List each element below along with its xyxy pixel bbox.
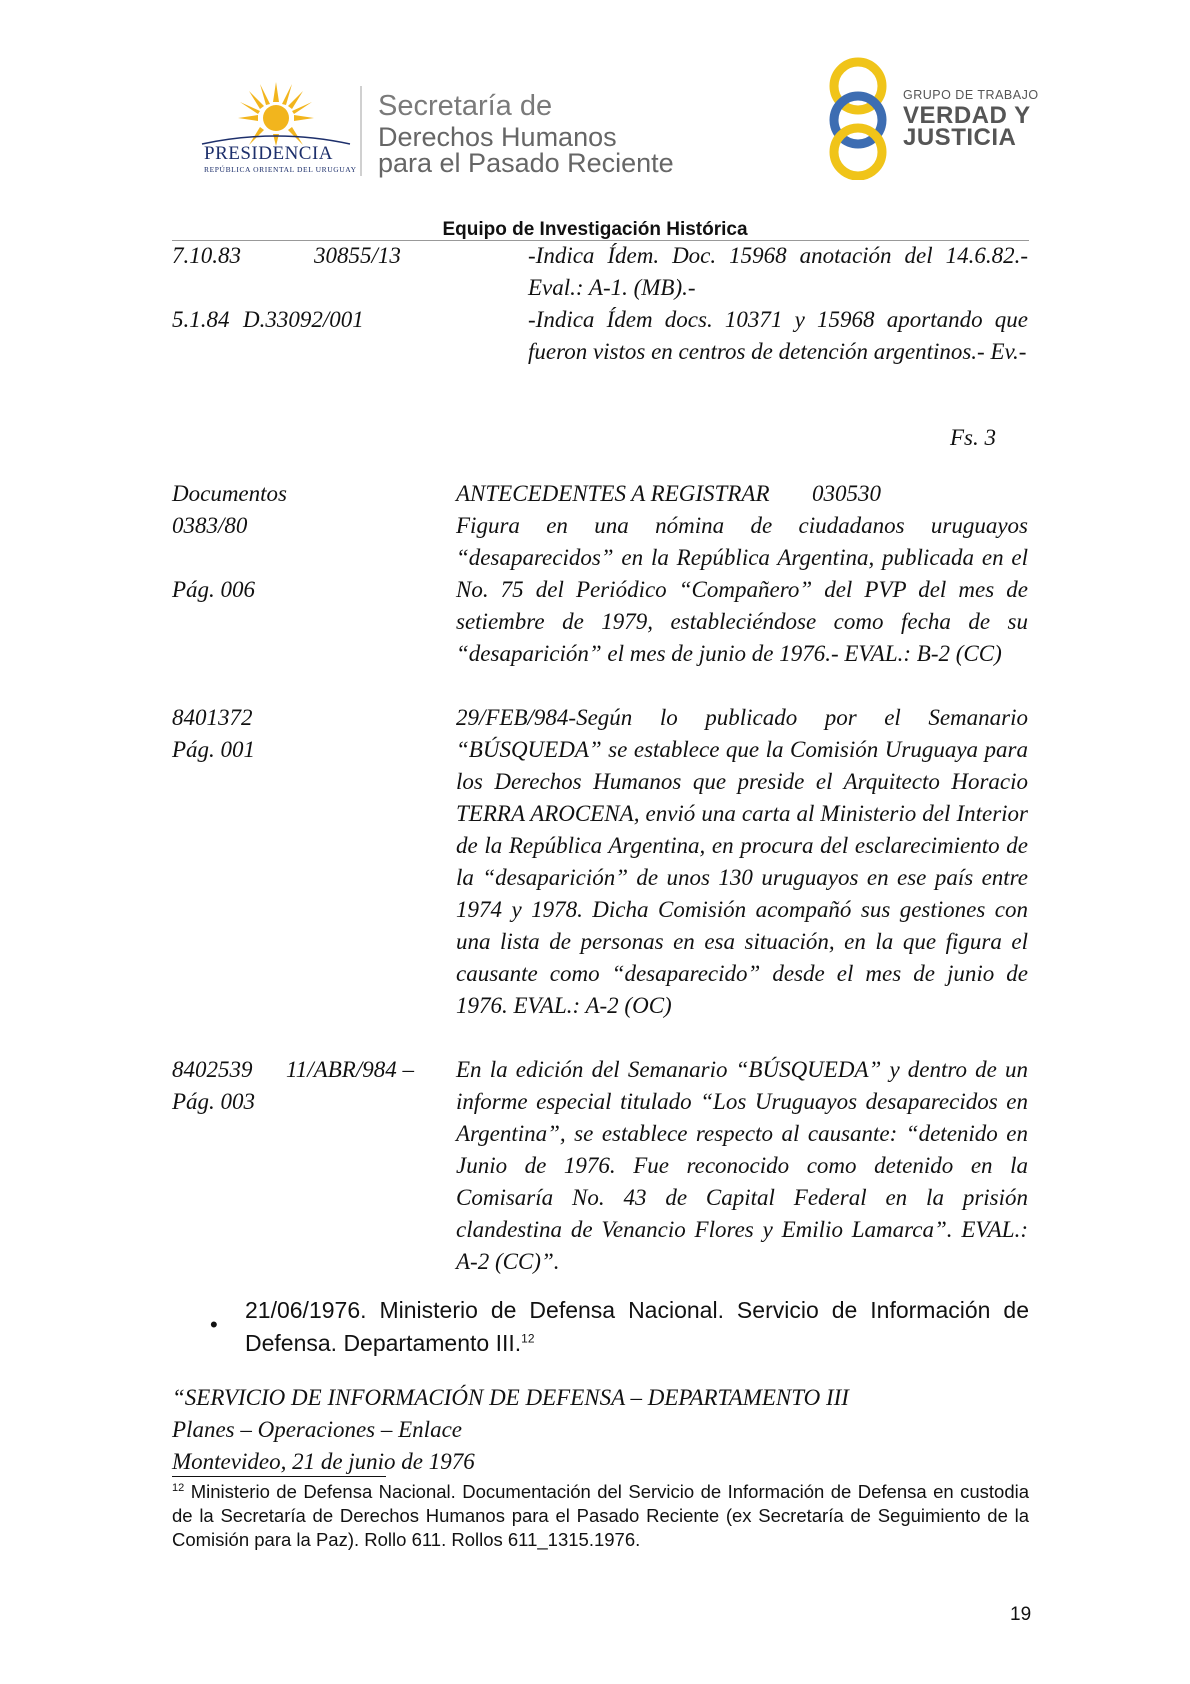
- doc-3-id: 8402539: [172, 1057, 253, 1082]
- grupo-trabajo-text: GRUPO DE TRABAJO: [903, 88, 1039, 102]
- quote-line-3: Montevideo, 21 de junio de 1976: [172, 1449, 475, 1474]
- footnote-text: Ministerio de Defensa Nacional. Documentación del Servicio de Información de Defensa en custodia de la Secretaría de Derechos Humanos para el Pasado Reciente (ex Secretaría de Seguimiento de la Comisión para la Paz). Rollo 611. Rollos 611_1315.1976.: [172, 1481, 1030, 1550]
- folio-number: Fs. 3: [950, 425, 996, 450]
- secretaria-title-line1: Secretaría de: [378, 90, 553, 122]
- doc-1-id: 0383/80: [172, 513, 248, 538]
- footnote-number: 12: [172, 1481, 185, 1494]
- page-number: 19: [1010, 1604, 1032, 1625]
- footnote-ref[interactable]: 12: [521, 1331, 535, 1346]
- quote-line-2: Planes – Operaciones – Enlace: [172, 1417, 462, 1442]
- doc-3-text: En la edición del Semanario “BÚSQUEDA” y dentro de un informe especial titulado “Los Uruguayos desaparecidos en Argentina”, se establece respecto al causante: “detenido en Junio de 1976. Fue reconocido como detenido en la Comisaría No. 43 de Capital Federal en la prisión clandestina de Venancio Flores y Emilio Lamarca”. EVAL.: A-2 (CC)”.: [456, 1057, 1028, 1274]
- doc-3-date: 11/ABR/984 –: [286, 1057, 414, 1082]
- record-2-text: -Indica Ídem docs. 10371 y 15968 aportando que fueron vistos en centros de detención argentinos.- Ev.-: [528, 307, 1028, 364]
- presidencia-logo-text: PRESIDENCIA: [204, 143, 334, 164]
- record-2-ref: D.33092/001: [243, 307, 364, 332]
- secretaria-title-line3: para el Pasado Reciente: [378, 148, 674, 178]
- footnote: [172, 1480, 1029, 1552]
- footnote-rule: [172, 1476, 386, 1477]
- doc-2-id: 8401372: [172, 705, 253, 730]
- documentos-header: Documentos: [172, 481, 287, 506]
- doc-2-page: Pág. 001: [172, 737, 256, 762]
- logo-divider: [360, 86, 362, 176]
- secretaria-title-line2: Derechos Humanos: [378, 122, 617, 152]
- doc-2-text: 29/FEB/984-Según lo publicado por el Semanario “BÚSQUEDA” se establece que la Comisión Uruguaya para los Derechos Humanos que preside el Arquitecto Horacio TERRA AROCENA, envió una carta al Ministerio del Interior de la República Argentina, en procura del esclarecimiento de la “desaparición” de unos 130 uruguayos en ese país entre 1974 y 1978. Dicha Comisión acompañó sus gestiones con una lista de personas en esa situación, en la que figura el causante como “desaparecido” desde el mes de junio de 1976. EVAL.: A-2 (OC): [456, 705, 1028, 1018]
- presidencia-logo-subtitle: REPÚBLICA ORIENTAL DEL URUGUAY: [204, 165, 357, 174]
- antecedentes-header: ANTECEDENTES A REGISTRAR: [456, 481, 770, 506]
- doc-1-text: Figura en una nómina de ciudadanos uruguayos “desaparecidos” en la República Argentina, publicada en el No. 75 del Periódico “Compañero” del PVP del mes de setiembre de 1979, estableciéndose como fecha de su “desaparición” el mes de junio de 1976.- EVAL.: B-2 (CC): [456, 513, 1028, 666]
- justicia-text: JUSTICIA: [903, 124, 1017, 151]
- bullet-icon: •: [210, 1312, 218, 1337]
- doc-1-page: Pág. 006: [172, 577, 256, 602]
- record-1-ref: 30855/13: [314, 243, 401, 268]
- record-2-date: 5.1.84: [172, 307, 230, 332]
- verdad-text: VERDAD Y: [903, 102, 1031, 129]
- doc-3-page: Pág. 003: [172, 1089, 256, 1114]
- bullet-item: [245, 1294, 1029, 1360]
- record-1-date: 7.10.83: [172, 243, 241, 268]
- quote-line-1: “SERVICIO DE INFORMACIÓN DE DEFENSA – DEPARTAMENTO III: [172, 1385, 849, 1410]
- bullet-text: 21/06/1976. Ministerio de Defensa Nacional. Servicio de Información de Defensa. Departamento III.: [245, 1297, 1029, 1356]
- verdad-justicia-rings-icon: [820, 56, 896, 180]
- team-title: Equipo de Investigación Histórica: [442, 219, 748, 240]
- antecedentes-code: 030530: [812, 481, 881, 506]
- record-1-text: -Indica Ídem. Doc. 15968 anotación del 14.6.82.- Eval.: A-1. (MB).-: [528, 243, 1028, 300]
